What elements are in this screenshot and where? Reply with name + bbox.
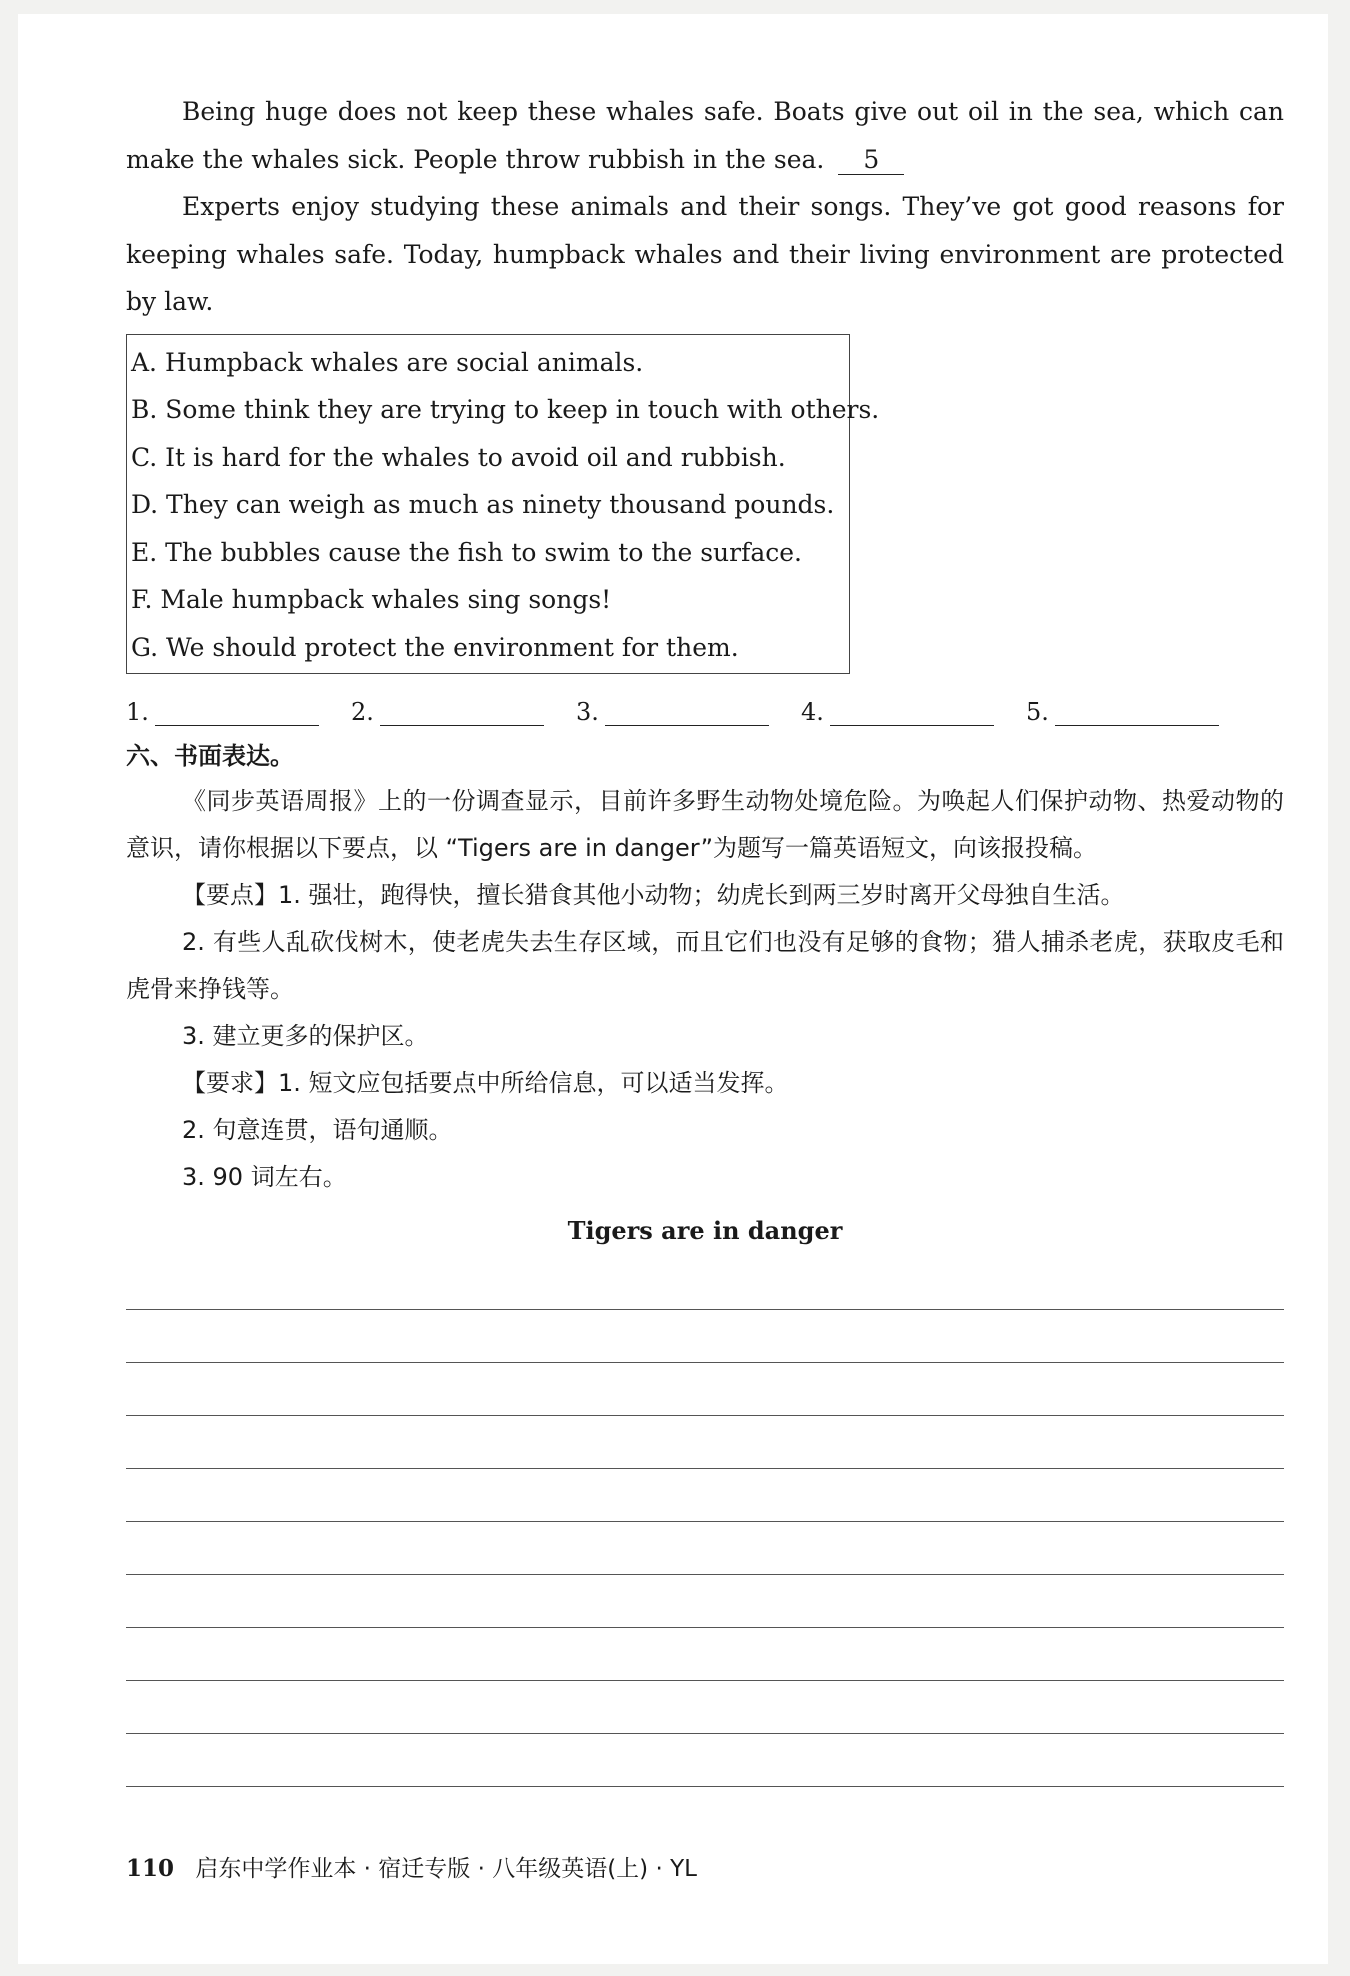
answer-number: 4. (801, 698, 824, 726)
answer-line[interactable] (1055, 701, 1219, 726)
answer-line[interactable] (605, 701, 769, 726)
option-g: G. We should protect the environment for them. (131, 632, 739, 662)
answer-line[interactable] (380, 701, 544, 726)
section-title: 六、书面表达。 (126, 742, 294, 770)
option-a: A. Humpback whales are social animals. (131, 347, 644, 377)
writing-line[interactable] (126, 1416, 1284, 1469)
answer-blank-4[interactable] (801, 698, 1026, 726)
answer-blank-3[interactable] (576, 698, 801, 726)
option-e: E. The bubbles cause the fish to swim to the surface. (131, 537, 802, 567)
writing-line[interactable] (126, 1257, 1284, 1310)
option-c: C. It is hard for the whales to avoid oil and rubbish. (131, 442, 786, 472)
writing-line[interactable] (126, 1522, 1284, 1575)
option-b: B. Some think they are trying to keep in touch with others. (131, 395, 880, 424)
answer-blank-1[interactable] (126, 698, 351, 726)
writing-point-3: 3. 建立更多的保护区。 (182, 1022, 429, 1050)
writing-line[interactable] (126, 1469, 1284, 1522)
writing-requirement-3: 3. 90 词左右。 (182, 1163, 347, 1191)
answer-blanks (126, 686, 1284, 726)
reading-paragraph (126, 88, 1284, 183)
writing-requirement-2: 2. 句意连贯，语句通顺。 (182, 1116, 453, 1144)
writing-line[interactable] (126, 1681, 1284, 1734)
writing-area[interactable] (126, 1257, 1284, 1787)
reading-paragraph: Experts enjoy studying these animals and their songs. They’ve got good reasons for keeping whales safe. Today, humpback whales and their living environment are protected by law. (126, 192, 1284, 316)
option-d: D. They can weigh as much as ninety thousand pounds. (131, 490, 835, 519)
answer-number: 1. (126, 698, 149, 726)
options-box (126, 334, 880, 675)
writing-line[interactable] (126, 1575, 1284, 1628)
option-f: F. Male humpback whales sing songs! (131, 585, 612, 614)
page-number: 110 (126, 1855, 175, 1882)
reading-paragraph-text: Being huge does not keep these whales safe. Boats give out oil in the sea, which can make the whales sick. People throw rubbish in the sea. (126, 97, 1284, 174)
answer-number: 5. (1026, 698, 1049, 726)
writing-line[interactable] (126, 1363, 1284, 1416)
writing-point-1: 【要点】1. 强壮，跑得快，擅长猎食其他小动物；幼虎长到两三岁时离开父母独自生活。 (182, 881, 1125, 909)
writing-point-2: 2. 有些人乱砍伐树木，使老虎失去生存区域，而且它们也没有足够的食物；猎人捕杀老虎，获取皮毛和虎骨来挣钱等。 (126, 928, 1284, 1003)
answer-blank-2[interactable] (351, 698, 576, 726)
writing-intro: 《同步英语周报》上的一份调查显示，目前许多野生动物处境危险。为唤起人们保护动物、热爱动物的意识，请你根据以下要点，以 “Tigers are in danger”为题写一篇英语短文，向该报投稿。 (126, 787, 1284, 862)
writing-line[interactable] (126, 1628, 1284, 1681)
answer-number: 3. (576, 698, 599, 726)
essay-title: Tigers are in danger (567, 1216, 843, 1245)
book-title: 启东中学作业本 · 宿迁专版 · 八年级英语(上) · YL (195, 1856, 697, 1882)
answer-line[interactable] (155, 701, 319, 726)
answer-blank-5[interactable] (1026, 698, 1251, 726)
writing-line[interactable] (126, 1734, 1284, 1787)
page-content (126, 88, 1284, 1787)
answer-line[interactable] (830, 701, 994, 726)
page-footer (126, 1850, 697, 1883)
writing-line[interactable] (126, 1310, 1284, 1363)
writing-requirement-1: 【要求】1. 短文应包括要点中所给信息，可以适当发挥。 (182, 1069, 789, 1097)
answer-number: 2. (351, 698, 374, 726)
blank-5: 5 (838, 146, 904, 175)
